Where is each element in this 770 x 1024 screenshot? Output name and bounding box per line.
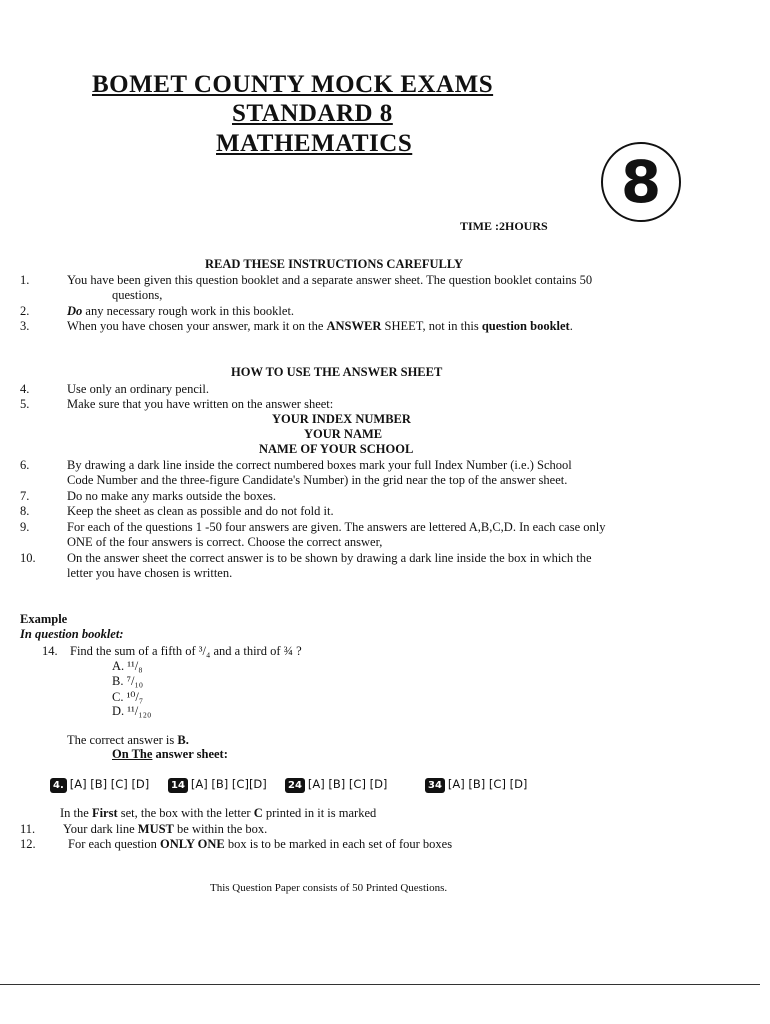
example-question-num: 14. [42,644,58,658]
item-num: 10. [20,551,36,565]
i11-pre: Your dark line [63,822,138,836]
item-num: 2. [20,304,30,318]
note-d: C [253,806,263,820]
item-num: 7. [20,489,30,503]
example-option-b: B. ⁷/₁₀ [112,674,144,688]
instructions-heading: READ THESE INSTRUCTIONS CAREFULLY [205,257,464,271]
field-name: YOUR NAME [304,427,383,441]
sheet-row-number: 14 [168,778,188,793]
example-option-c: C. ¹⁰/₇ [112,690,144,704]
note-c: set, the box with the letter [117,806,254,820]
example-on-sheet [112,747,228,762]
item-num: 5. [20,397,30,411]
example-option-d: D. ¹¹/₁₂₀ [112,704,152,718]
standard-title: STANDARD 8 [232,100,393,127]
footer-note: This Question Paper consists of 50 Printed Questions. [210,882,448,894]
example-correct-text: The correct answer is [67,733,178,747]
example-correct [67,733,189,748]
on-sheet-underlined: On The [112,747,153,761]
badge-number: 8 [620,148,662,216]
sheet-row-options: [A] [B] [C] [D] [307,777,388,791]
instruction-4: Use only an ordinary pencil. [67,382,209,396]
instruction-3-bold1: ANSWER [326,319,382,333]
sheet-row-options: [A] [B] [C] [D] [447,777,528,791]
instruction-3-mid: SHEET, not in this [381,319,482,333]
instruction-8: Keep the sheet as clean as possible and do not fold it. [67,504,334,518]
sheet-row-34 [425,777,527,793]
note-a: In the [60,806,92,820]
item-num: 8. [20,504,30,518]
i12-bold: ONLY ONE [160,837,225,851]
instruction-1-line2: questions, [112,288,163,302]
sheet-row-24 [285,777,387,793]
instruction-1-line1: You have been given this question booklet and a separate answer sheet. The question booklet contains 50 [67,273,593,287]
item-num: 9. [20,520,30,534]
instruction-3 [67,319,573,334]
instruction-5: Make sure that you have written on the answer sheet: [67,397,334,411]
example-label: Example [20,612,68,626]
instruction-7: Do no make any marks outside the boxes. [67,489,276,503]
on-sheet-rest: answer sheet: [152,747,228,761]
example-option-a: A. ¹¹/₈ [112,659,143,673]
item-num: 1. [20,273,30,287]
item-num: 4. [20,382,30,396]
bottom-rule [0,984,760,985]
instruction-6-line1: By drawing a dark line inside the correct numbered boxes mark your full Index Number (i.e.) School [67,458,572,472]
item-num: 6. [20,458,30,472]
sheet-row-4 [50,777,149,793]
instruction-9-line2: ONE of the four answers is correct. Choose the correct answer, [67,535,383,549]
instruction-12 [68,837,452,852]
i12-pre: For each question [68,837,160,851]
instruction-3-pre: When you have chosen your answer, mark it on the [67,319,327,333]
instruction-6-line2: Code Number and the three-figure Candidate's Number) in the grid near the top of the answer sheet. [67,473,568,487]
i11-post: be within the box. [173,822,268,836]
note-e: printed in it is marked [262,806,377,820]
sheet-row-number: 4. [50,778,67,793]
instruction-2-rest: any necessary rough work in this booklet. [82,304,295,318]
instruction-3-end: . [569,319,573,333]
example-correct-letter: B. [177,733,189,747]
subject-title: MATHEMATICS [216,130,413,157]
i11-bold: MUST [137,822,174,836]
i12-post: box is to be marked in each set of four boxes [224,837,453,851]
field-school: NAME OF YOUR SCHOOL [259,442,414,456]
instruction-10-line1: On the answer sheet the correct answer is to be shown by drawing a dark line inside the box in which the [67,551,592,565]
field-index-number: YOUR INDEX NUMBER [272,412,411,426]
sheet-row-options: [A] [B] [C] [D] [69,777,150,791]
exam-title: BOMET COUNTY MOCK EXAMS [92,71,494,98]
example-question: Find the sum of a fifth of ³/₄ and a third of ¾ ? [70,644,302,658]
sheet-row-14 [168,777,267,793]
standard-badge [601,142,681,222]
instruction-3-bold2: question booklet [481,319,570,333]
instruction-2 [67,304,294,319]
exam-time: TIME :2HOURS [460,219,548,233]
sheet-row-number: 34 [425,778,445,793]
instruction-9-line1: For each of the questions 1 -50 four answers are given. The answers are lettered A,B,C,D. In each case only [67,520,606,534]
sheet-row-number: 24 [285,778,305,793]
answer-sheet-heading: HOW TO USE THE ANSWER SHEET [231,365,443,379]
sheet-row-options: [A] [B] [C][D] [190,777,267,791]
item-num: 3. [20,319,30,333]
item-num: 12. [20,837,36,851]
example-sub: In question booklet: [20,627,124,641]
item-num: 11. [20,822,36,836]
instruction-11 [63,822,267,837]
note-b: First [91,806,118,820]
marked-note [60,806,376,821]
instruction-10-line2: letter you have chosen is written. [67,566,233,580]
instruction-2-emph: Do [67,304,83,318]
